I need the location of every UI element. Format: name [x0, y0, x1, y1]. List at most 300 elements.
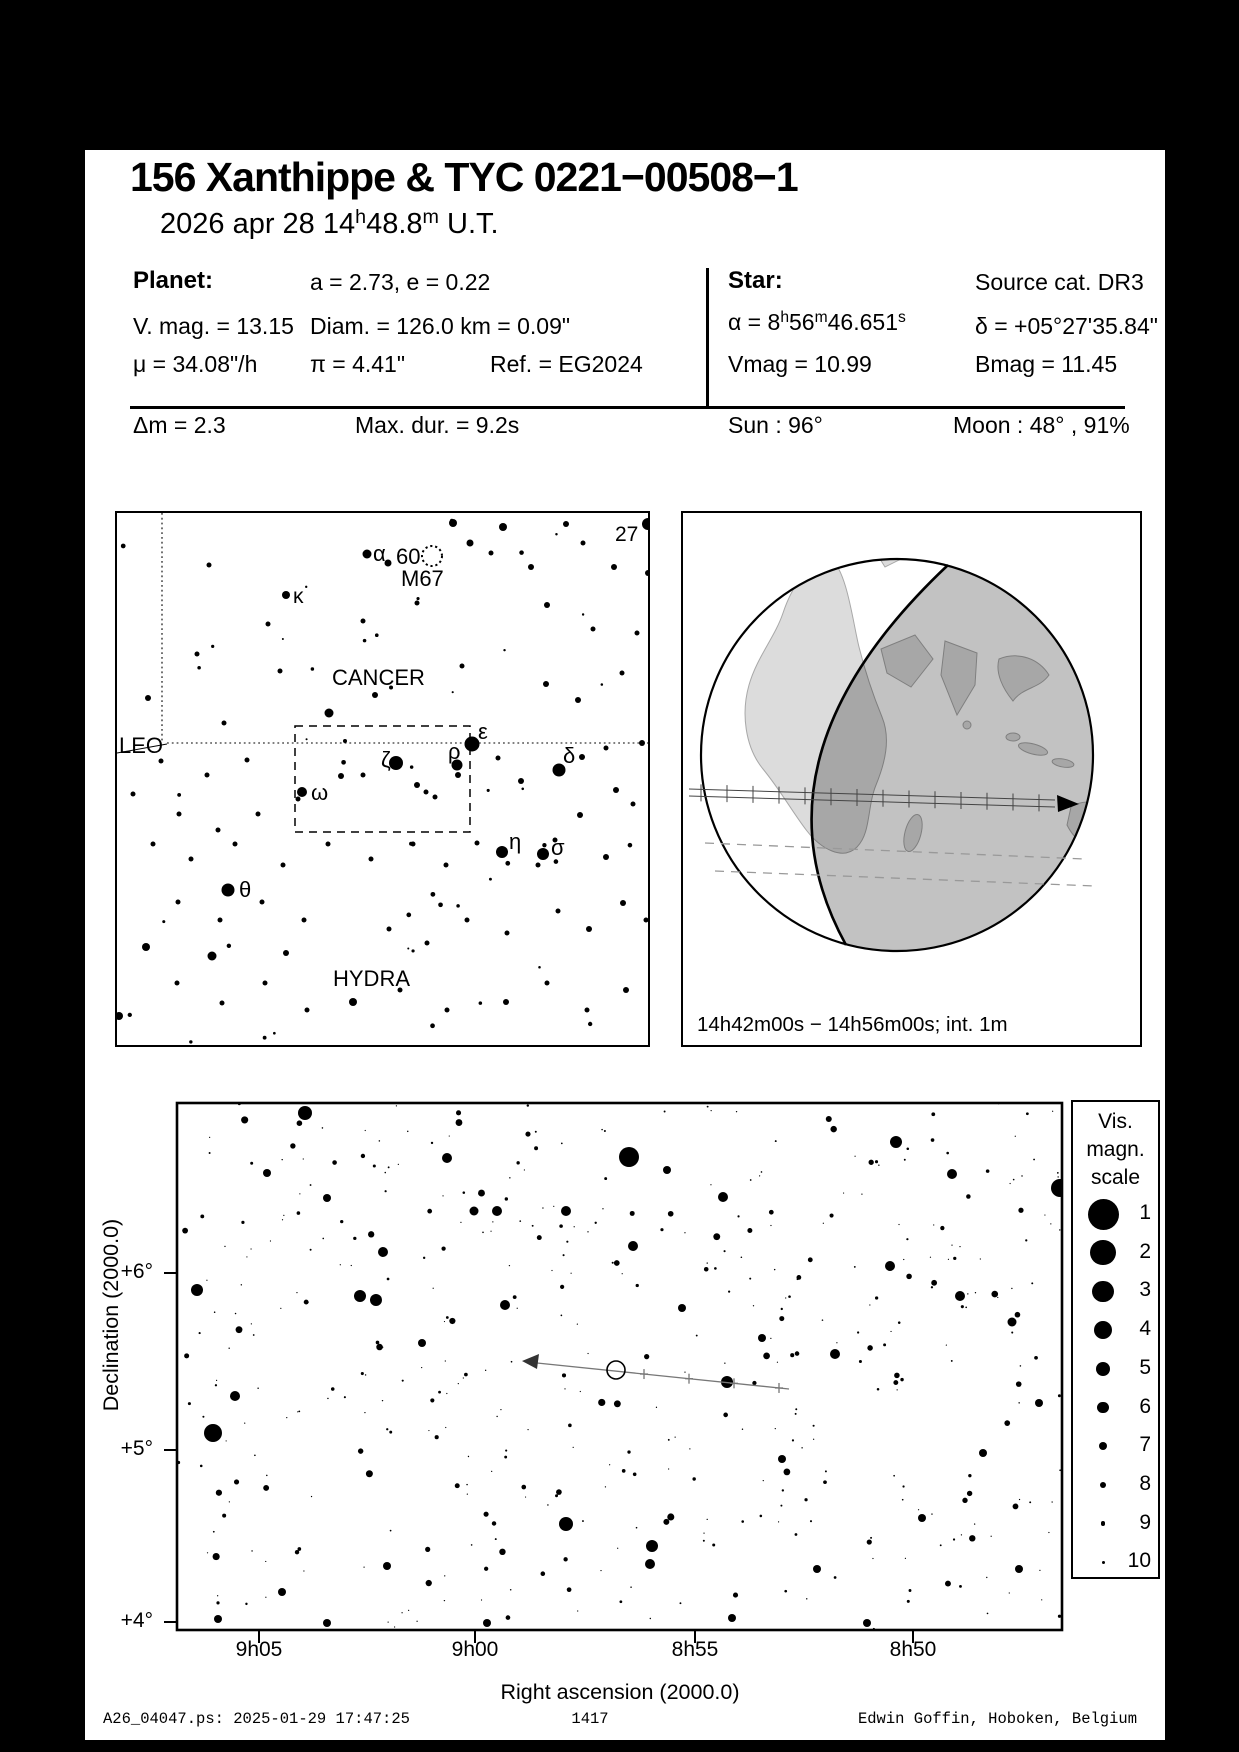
star-dot [368, 1231, 374, 1237]
star-dot [445, 1427, 446, 1428]
star-dot [370, 1294, 382, 1306]
star-dot [689, 1448, 690, 1449]
star-dot [340, 1264, 341, 1265]
star-dot [361, 1154, 365, 1158]
star-dot [900, 1378, 903, 1381]
star-dot [1026, 1112, 1029, 1115]
star-dot [601, 1129, 602, 1130]
star-dot [1050, 1223, 1051, 1224]
star-dot [236, 1326, 243, 1333]
star-dot [366, 1470, 373, 1477]
legend-mag-label: 10 [1127, 1549, 1151, 1573]
star-dot [823, 1480, 827, 1484]
star-dot [444, 1600, 445, 1601]
star-dot [636, 1527, 638, 1529]
star-dot [297, 1120, 303, 1126]
star-dot [519, 550, 524, 555]
star-dot [579, 754, 585, 760]
star-dot [449, 1135, 450, 1136]
star-dot [1034, 1356, 1038, 1360]
star-dot [380, 1251, 382, 1253]
star-dot [456, 1110, 461, 1115]
star-dot [525, 1132, 530, 1137]
star-dot [797, 1278, 799, 1280]
star-dot [979, 1449, 987, 1457]
star-dot [131, 792, 136, 797]
star-dot [707, 1262, 708, 1263]
star-dot [311, 1496, 312, 1497]
star-dot [1009, 1592, 1010, 1593]
star-dot [431, 1142, 433, 1144]
star-dot [538, 966, 541, 969]
star-dot [250, 1162, 253, 1165]
star-dot [692, 1477, 695, 1480]
star-dot [211, 645, 214, 648]
star-dot [398, 1164, 399, 1165]
star-dot [468, 1456, 469, 1457]
star-dot [496, 1416, 497, 1417]
star-dot [822, 1319, 824, 1321]
star-dot [680, 1602, 682, 1604]
star-dot [407, 1131, 408, 1132]
star-dot [684, 1372, 685, 1373]
star-dot [1059, 1229, 1060, 1230]
star-dot [500, 1300, 510, 1310]
star-dot [470, 1207, 479, 1216]
star-dot [430, 1398, 434, 1402]
star-dot [534, 1146, 538, 1150]
star-dot [491, 1471, 492, 1472]
star-dot [263, 1169, 271, 1177]
star-dot [1025, 1239, 1027, 1241]
x-tick-9h00: 9h00 [451, 1638, 499, 1661]
chart-label: σ [551, 835, 565, 860]
star-dot [505, 1450, 507, 1452]
star-dot [795, 1351, 800, 1356]
star-dot [668, 1468, 669, 1469]
star-dot [660, 1228, 663, 1231]
star-dot [229, 1501, 230, 1502]
star-dot [250, 1248, 251, 1249]
star-dot [1044, 1214, 1045, 1215]
star-dot [623, 987, 629, 993]
y-axis-title: Declination (2000.0) [99, 1218, 123, 1412]
star-dot [456, 1119, 463, 1126]
star-dot [387, 927, 392, 932]
sun-elongation: Sun : 96° [728, 412, 823, 438]
chart-label: CANCER [332, 665, 425, 690]
star-dot [209, 1152, 211, 1154]
star-dot [266, 1475, 268, 1477]
star-dot [263, 1485, 269, 1491]
star-dot [492, 1206, 502, 1216]
star-dot [537, 1235, 542, 1240]
star-dot [499, 523, 507, 531]
star-dot [509, 1265, 510, 1266]
globe-caption: 14h42m00s − 14h56m00s; int. 1m [697, 1013, 1008, 1036]
star-dot [906, 1238, 908, 1240]
star-dot [415, 601, 420, 606]
star-dot [1021, 1175, 1022, 1176]
star-dot [542, 843, 546, 847]
star-dot [297, 1211, 301, 1215]
star-dot [265, 1597, 266, 1598]
star-dot [216, 1601, 219, 1604]
star-dot [505, 931, 510, 936]
star-dot [273, 1032, 276, 1035]
star-dot [503, 999, 509, 1005]
star-dot [962, 1498, 967, 1503]
star-dot [296, 1292, 297, 1293]
star-dot [216, 1380, 217, 1381]
legend-mag-label: 3 [1139, 1278, 1151, 1302]
star-dot [1018, 1208, 1023, 1213]
star-dot [733, 1593, 738, 1598]
star-dot [145, 695, 151, 701]
star-dot [801, 1447, 802, 1448]
star-dot [484, 1567, 488, 1571]
star-dot [254, 1454, 256, 1456]
legend-mag-label: 2 [1139, 1239, 1151, 1263]
star-dot [1013, 1503, 1019, 1509]
star-dot [575, 697, 581, 703]
star-dot [222, 1514, 226, 1518]
star-dot [483, 1619, 491, 1627]
star-dot [216, 828, 221, 833]
star-dot [968, 1474, 971, 1477]
star-dot [581, 541, 586, 546]
planet-diameter: Diam. = 126.0 km = 0.09" [310, 313, 571, 339]
chart-label: ε [478, 719, 488, 744]
star-dot [456, 904, 460, 908]
star-dot [568, 1424, 572, 1428]
star-dot [830, 1126, 836, 1132]
star-dot [304, 1300, 309, 1305]
star-dot [780, 1505, 782, 1507]
star-dot [602, 1208, 603, 1209]
star-dot [475, 841, 480, 846]
star-dot [591, 627, 596, 632]
star-dot [628, 1241, 638, 1251]
star-dot [587, 1353, 588, 1354]
star-dot [353, 1237, 356, 1240]
planet-vmag: V. mag. = 13.15 [133, 313, 294, 339]
star-dot [684, 1232, 685, 1233]
star-dot [830, 1349, 840, 1359]
star-dot [358, 1448, 363, 1453]
star-dot [894, 1373, 900, 1379]
star-dot [199, 1332, 201, 1334]
moon-elongation: Moon : 48° , 91% [953, 412, 1130, 438]
magnitude-legend [1071, 1100, 1160, 1579]
star-dot [906, 1274, 912, 1280]
star-dot [656, 1407, 657, 1408]
chart-label: HYDRA [333, 966, 411, 991]
star-dot [414, 782, 420, 788]
star-dot [986, 1577, 987, 1578]
star-dot [564, 1388, 565, 1389]
star-dot [551, 1270, 552, 1271]
star-dot [195, 652, 200, 657]
star-dot [416, 597, 419, 600]
star-dot [611, 564, 617, 570]
star-dot [857, 1331, 859, 1333]
star-dot [1058, 1615, 1061, 1618]
star-dot [1019, 1499, 1020, 1500]
star-dot [792, 1439, 794, 1441]
star-dot [778, 1521, 779, 1522]
star-dot [323, 1619, 331, 1627]
star-dot [197, 666, 201, 670]
star-dot [191, 1284, 203, 1296]
star-dot [948, 1259, 949, 1260]
star-dot [736, 1111, 737, 1112]
star-dot [220, 1001, 225, 1006]
star-dot [1048, 1532, 1049, 1533]
star-dot [1015, 1136, 1016, 1137]
star-dot [495, 1538, 497, 1540]
star-dot [931, 1138, 935, 1142]
star-dot [425, 941, 430, 946]
y-tick-plus6: +6° [120, 1260, 153, 1283]
star-dot [466, 1484, 467, 1485]
star-dot [1011, 1288, 1012, 1289]
star-dot [373, 1164, 376, 1167]
star-dot [303, 1570, 304, 1571]
star-dot [460, 664, 465, 669]
star-dot [991, 1291, 998, 1298]
star-dot [423, 1257, 425, 1259]
star-dot [452, 691, 454, 693]
star-dot [305, 1008, 310, 1013]
star-dot [903, 1259, 904, 1260]
star-dot [1015, 1565, 1023, 1573]
star-dot [176, 900, 181, 905]
star-dot [795, 1413, 797, 1415]
star-dot [467, 540, 474, 547]
star-dot [184, 1353, 189, 1358]
star-dot [207, 563, 212, 568]
star-dot [559, 1517, 573, 1531]
star-dot [571, 1273, 572, 1274]
star-dot [251, 1323, 252, 1324]
star-dot [604, 746, 609, 751]
star-dot [1051, 1179, 1069, 1197]
star-dot [627, 1450, 630, 1453]
star-dot [759, 1175, 760, 1176]
star-dot [961, 1305, 964, 1308]
legend-mag-dot [1097, 1402, 1109, 1414]
star-dot [224, 1246, 225, 1247]
star-dot [1029, 1501, 1031, 1503]
star-dot [535, 1131, 537, 1133]
star-dot [202, 1416, 204, 1418]
star-dot [326, 842, 331, 847]
star-dot [1051, 1501, 1052, 1502]
star-dot [975, 1292, 976, 1293]
star-dot [208, 952, 217, 961]
star-dot [875, 1160, 878, 1163]
star-dot [372, 692, 378, 698]
star-dot [953, 1538, 955, 1540]
star-dot [338, 773, 344, 779]
star-dot [878, 1164, 879, 1165]
star-dot [369, 857, 374, 862]
star-dot [556, 909, 561, 914]
star-dot [444, 1321, 445, 1322]
star-dot [1011, 1332, 1013, 1334]
star-dot [573, 1447, 574, 1448]
star-dot [724, 1362, 725, 1363]
star-dot [826, 1116, 832, 1122]
star-dot [758, 1334, 766, 1342]
star-dot [703, 1533, 704, 1534]
planet-parallax: π = 4.41" [310, 351, 406, 377]
star-dot [421, 1367, 422, 1368]
star-dot [527, 1104, 529, 1106]
star-dot [854, 1266, 856, 1268]
star-dot [206, 1280, 207, 1281]
legend-mag-dot [1101, 1521, 1106, 1526]
star-dot [636, 1284, 639, 1287]
star-dot [905, 1558, 906, 1559]
star-dot [1013, 1179, 1015, 1181]
star-dot [460, 1222, 461, 1223]
star-dot [795, 1408, 797, 1410]
star-dot [446, 1316, 449, 1319]
star-dot [810, 1520, 812, 1522]
x-axis-title: Right ascension (2000.0) [500, 1680, 740, 1704]
star-dot [363, 639, 367, 643]
star-dot [505, 861, 510, 866]
star-dot [918, 1509, 919, 1510]
star-dot [906, 1147, 909, 1150]
star-dot [410, 765, 413, 768]
star-dot [115, 1012, 123, 1020]
max-duration: Max. dur. = 9.2s [355, 412, 520, 438]
star-dot [622, 1273, 623, 1274]
star-field [177, 1102, 1069, 1630]
x-tick-9h05: 9h05 [235, 1638, 283, 1661]
chart-label: δ [563, 743, 576, 768]
star-dot [450, 519, 454, 523]
star-dot [241, 1116, 248, 1123]
star-dot [438, 902, 443, 907]
star-dot [741, 1256, 743, 1258]
star-dot [760, 1515, 763, 1518]
star-dot [967, 1491, 972, 1496]
overview-star-chart [115, 511, 650, 1047]
chart-page [85, 150, 1165, 1740]
star-dot [235, 1313, 237, 1315]
y-tick-plus4: +4° [120, 1609, 153, 1632]
star-dot [774, 1269, 775, 1270]
star-dot [945, 1581, 951, 1587]
star-dot [310, 1184, 312, 1186]
star-dot [667, 1513, 674, 1520]
star-dot [297, 787, 307, 797]
star-dot [635, 631, 640, 636]
star-dot [265, 1561, 266, 1562]
star-dot [282, 591, 290, 599]
star-dot [577, 1324, 578, 1325]
plot-border [177, 1103, 1062, 1630]
star-dot [351, 1265, 352, 1266]
star-dot [782, 1489, 784, 1491]
star-dot [843, 1192, 844, 1193]
star-dot [322, 1238, 324, 1240]
y-tick-plus5: +5° [120, 1437, 153, 1460]
star-dot [574, 1226, 575, 1227]
star-dot [218, 918, 223, 923]
star-dot [713, 1233, 720, 1240]
star-dot [763, 1480, 764, 1481]
star-dot [449, 1318, 455, 1324]
star-dot [226, 1440, 227, 1441]
star-dot [383, 1562, 391, 1570]
star-dot [675, 1437, 676, 1438]
star-dot [633, 1472, 637, 1476]
star-dot [327, 1398, 328, 1399]
star-dot [464, 1373, 468, 1377]
star-dot [503, 649, 505, 651]
star-dot [918, 1514, 926, 1522]
star-dot [177, 793, 181, 797]
star-dot [869, 1160, 874, 1165]
star-dot [331, 1387, 335, 1391]
star-dot [521, 788, 524, 791]
globe-map [683, 513, 1140, 1045]
star-dot [216, 1490, 222, 1496]
star-dot [389, 1431, 392, 1434]
star-dot [555, 533, 557, 535]
star-dot [407, 947, 409, 949]
star-dot [499, 1549, 505, 1555]
star-dot [283, 950, 289, 956]
star-dot [582, 613, 584, 615]
star-dot [966, 1194, 971, 1199]
star-dot [907, 1600, 910, 1603]
star-dot [378, 1247, 388, 1257]
star-dot [747, 1228, 752, 1233]
star-dot [1035, 1399, 1043, 1407]
star-dot [387, 1278, 390, 1281]
star-dot [1018, 1402, 1019, 1403]
star-dot [343, 739, 347, 743]
star-dot [663, 1519, 669, 1525]
star-dot [875, 1296, 878, 1299]
star-dot [200, 1214, 204, 1218]
star-dot [492, 1221, 493, 1222]
star-dot [707, 1106, 709, 1108]
star-dot [577, 1610, 578, 1611]
star-dot [890, 1331, 891, 1332]
star-dot [282, 638, 284, 640]
star-dot [668, 1211, 674, 1217]
star-dot [813, 1439, 814, 1440]
star-dot [869, 1304, 870, 1305]
star-dot [433, 1288, 434, 1289]
star-dot [245, 758, 250, 763]
finder-field-rect [295, 726, 470, 832]
star-dot [260, 900, 265, 905]
star-dot [363, 550, 372, 559]
star-dot [418, 1339, 426, 1347]
star-dot [425, 1547, 430, 1552]
star-dot [458, 1383, 459, 1384]
star-dot [644, 918, 649, 923]
legend-mag-dot [1088, 1199, 1119, 1230]
